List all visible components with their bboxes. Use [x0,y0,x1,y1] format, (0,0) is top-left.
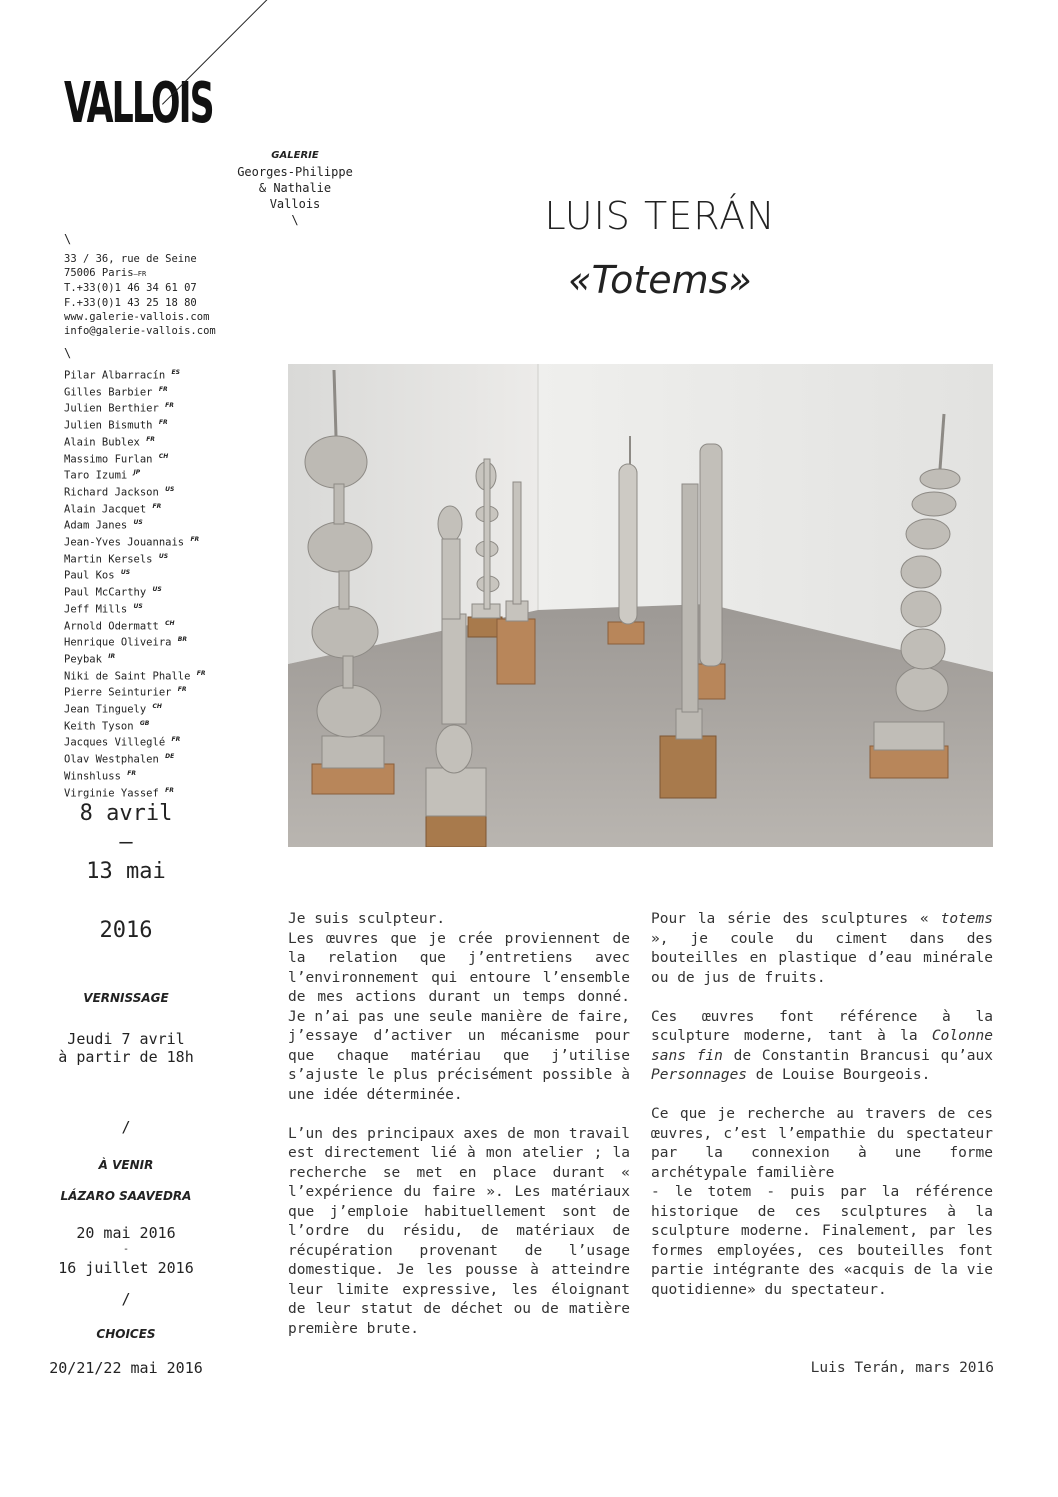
address-email[interactable]: info@galerie-vallois.com [64,325,216,338]
right-p1-text-b: », je coule du ciment dans des bouteilles en plastique d’eau minérale ou de jus de fruits. [651,930,993,986]
exhibition-dates [40,799,212,886]
exhibition-year: 2016 [99,918,153,943]
artist-name: Richard Jackson [64,486,159,499]
artist-country: FR [152,502,162,510]
artist-name: Jean-Yves Jouannais [64,536,185,549]
artist-country: FR [146,435,155,443]
artist-country: US [152,586,162,594]
text-column-left [288,910,630,1359]
artist-item [64,450,205,467]
artist-country: US [133,519,143,527]
artist-country: FR [177,686,187,694]
upcoming-dash: - [122,1244,130,1255]
artist-name: Niki de Saint Phalle [64,670,191,683]
artist-name: Arnold Odermatt [64,620,159,633]
artist-country: FR [158,419,168,427]
choices-label: CHOICES [96,1327,156,1341]
artist-item [64,733,205,750]
text-column-right [651,910,993,1320]
galerie-mark: \ [291,213,299,227]
artist-country: US [120,569,131,577]
artist-country: FR [190,536,200,544]
artist-item [64,750,205,767]
artist-name: Pierre Seinturier [64,686,172,699]
vernissage-label: VERNISSAGE [83,991,169,1005]
artist-item [64,399,205,416]
artist-name: Massimo Furlan [64,453,153,466]
right-p2-emphasis-2: Personnages [651,1067,748,1083]
artist-name: Alain Bublex [64,436,140,449]
right-p3-text-b: - le totem - puis par la référence historique de ces sculptures à la sculpture moderne. Finalement, par les formes employées, ces bouteilles font partie intégrante des «acquis de la vie quotidienne» du spectateur. [651,1184,993,1298]
galerie-owner-line2: & Nathalie [258,181,332,195]
vernissage-line1: Jeudi 7 avril [67,1030,185,1048]
logo-slash-divider [162,0,269,105]
address-city-line [64,266,216,281]
artist-name: Paul McCarthy [64,586,147,599]
artist-country: FR [127,769,136,777]
artist-country: FR [165,786,174,794]
right-p2-emphasis-1: Colonne sans fin [651,1028,993,1064]
address-country: —FR [133,270,147,279]
page-title: LUIS TERÁN [544,194,776,238]
artist-item [64,767,205,784]
artist-country: FR [196,669,206,677]
artist-item [64,550,205,567]
totem-6 [697,444,725,699]
artist-item [64,500,205,517]
right-p3-text-a: Ce que je recherche au travers de ces œuvres, c’est l’empathie du spectateur par la connexion à une forme archétypale familière [651,1106,993,1181]
right-paragraph-1 [651,910,993,988]
artist-name: Jeff Mills [64,603,128,616]
vernissage-line2: à partir de 18h [58,1048,194,1066]
address-fax: F.+33(0)1 43 25 18 80 [64,296,197,309]
right-paragraph-3 [651,1105,993,1300]
page-subtitle: «Totems» [568,258,752,302]
exhibition-start: 8 avril [79,801,173,826]
artist-item [64,700,205,717]
galerie-label: GALERIE [271,150,319,161]
artist-name: Alain Jacquet [64,503,147,516]
artist-country: IR [108,652,116,660]
artist-country: US [158,552,169,560]
artist-country: BR [177,636,187,644]
artist-name: Taro Izumi [64,469,128,482]
signature: Luis Terán, mars 2016 [810,1360,994,1376]
gallery-name-block [228,148,362,228]
artist-name: Virginie Yassef [64,787,159,800]
artist-name: Jean Tinguely [64,703,147,716]
artist-country: CH [165,619,175,627]
artist-name: Jacques Villeglé [64,736,166,749]
artist-name: Winshluss [64,770,121,783]
artist-name: Julien Bismuth [64,419,153,432]
exhibition-end: 13 mai [86,859,166,884]
artist-item [64,667,205,684]
right-p2-text-b: de Constantin Brancusi qu’aux [722,1047,993,1064]
upcoming-start: 20 mai 2016 [76,1224,176,1242]
artist-item [64,617,205,634]
artist-name: Martin Kersels [64,553,153,566]
artist-name: Pilar Albarracín [64,369,166,382]
exhibition-photo [288,364,993,847]
right-p1-emphasis: totems [940,911,993,927]
upcoming-end: 16 juillet 2016 [58,1259,194,1277]
artist-item [64,633,205,650]
artist-name: Julien Berthier [64,402,159,415]
artist-name: Adam Janes [64,519,128,532]
upcoming-label: À VENIR [98,1158,154,1172]
artist-name: Keith Tyson [64,720,134,733]
artist-country: US [133,602,143,610]
artist-item [64,583,205,600]
artist-item [64,784,205,801]
artist-item [64,466,205,483]
address-street: 33 / 36, rue de Seine [64,253,197,265]
artists-mark: \ [64,346,72,360]
artist-item [64,433,205,450]
artist-item [64,600,205,617]
address-phone: T.+33(0)1 46 34 61 07 [64,282,197,295]
artist-item [64,650,205,667]
address-block [64,252,216,338]
right-paragraph-2 [651,1008,993,1086]
artist-country: FR [165,402,174,410]
left-paragraph-2: L’un des principaux axes de mon travail est directement lié à mon atelier ; la recherche se met en place durant « l’expérience du faire ». Les matériaux que j’emploie habituellement sont de l’ordre du résidu, de matériaux de récupération provenant de l’usage domestique. Je les pousse à atteindre leur limite expressive, les éloignant de leur statut de déchet ou de matière première brute. [288,1125,630,1337]
artist-country: GB [139,719,150,727]
upcoming-artist: LÁZARO SAAVEDRA [60,1189,192,1203]
artist-country: FR [158,385,168,393]
artist-country: US [165,485,175,493]
right-p2-text-a: Ces œuvres font référence à la sculpture moderne, tant à la [651,1008,993,1044]
artist-item [64,566,205,583]
artist-item [64,683,205,700]
artist-country: JP [133,469,141,477]
artist-country: ES [171,369,180,376]
artist-item [64,516,205,533]
galerie-owner-line1: Georges-Philippe [237,165,353,179]
artist-name: Olav Westphalen [64,753,159,766]
artist-item [64,533,205,550]
artist-country: CH [158,452,169,460]
left-paragraph-1: Je suis sculpteur. Les œuvres que je crée proviennent de la relation que j’entretiens avec l’environnement qui entoure l’ensemble de mes actions durant un temps donné. Je n’ai pas une seule manière de faire, j’essaye d’activer un mécanisme pour que chaque matériau que j’utilise s’ajuste le plus précisément possible à une idée déterminée. [288,911,630,1103]
artist-name: Gilles Barbier [64,386,153,399]
artist-name: Paul Kos [64,569,115,582]
right-p2-text-c: de Louise Bourgeois. [747,1067,931,1083]
address-mark: \ [64,232,72,246]
address-website[interactable]: www.galerie-vallois.com [64,310,210,323]
right-p1-text-a: Pour la série des sculptures « [651,911,941,927]
artist-item [64,717,205,734]
exhibition-dash: — [119,830,133,855]
artist-name: Henrique Oliveira [64,636,172,649]
artist-country: DE [165,753,175,761]
galerie-owner-line3: Vallois [269,197,321,211]
artist-item [64,483,205,500]
artist-country: CH [152,703,162,711]
artist-list [64,366,205,800]
artist-item [64,416,205,433]
separator-1: / [121,1118,131,1136]
artist-country: FR [171,736,181,744]
artist-name: Peybak [64,653,102,666]
artist-item [64,383,205,400]
choices-dates: 20/21/22 mai 2016 [49,1359,203,1377]
gallery-logo: VALLOIS [64,71,213,136]
separator-2: / [121,1290,131,1308]
address-city: 75006 Paris [64,267,134,280]
artist-item [64,366,205,383]
